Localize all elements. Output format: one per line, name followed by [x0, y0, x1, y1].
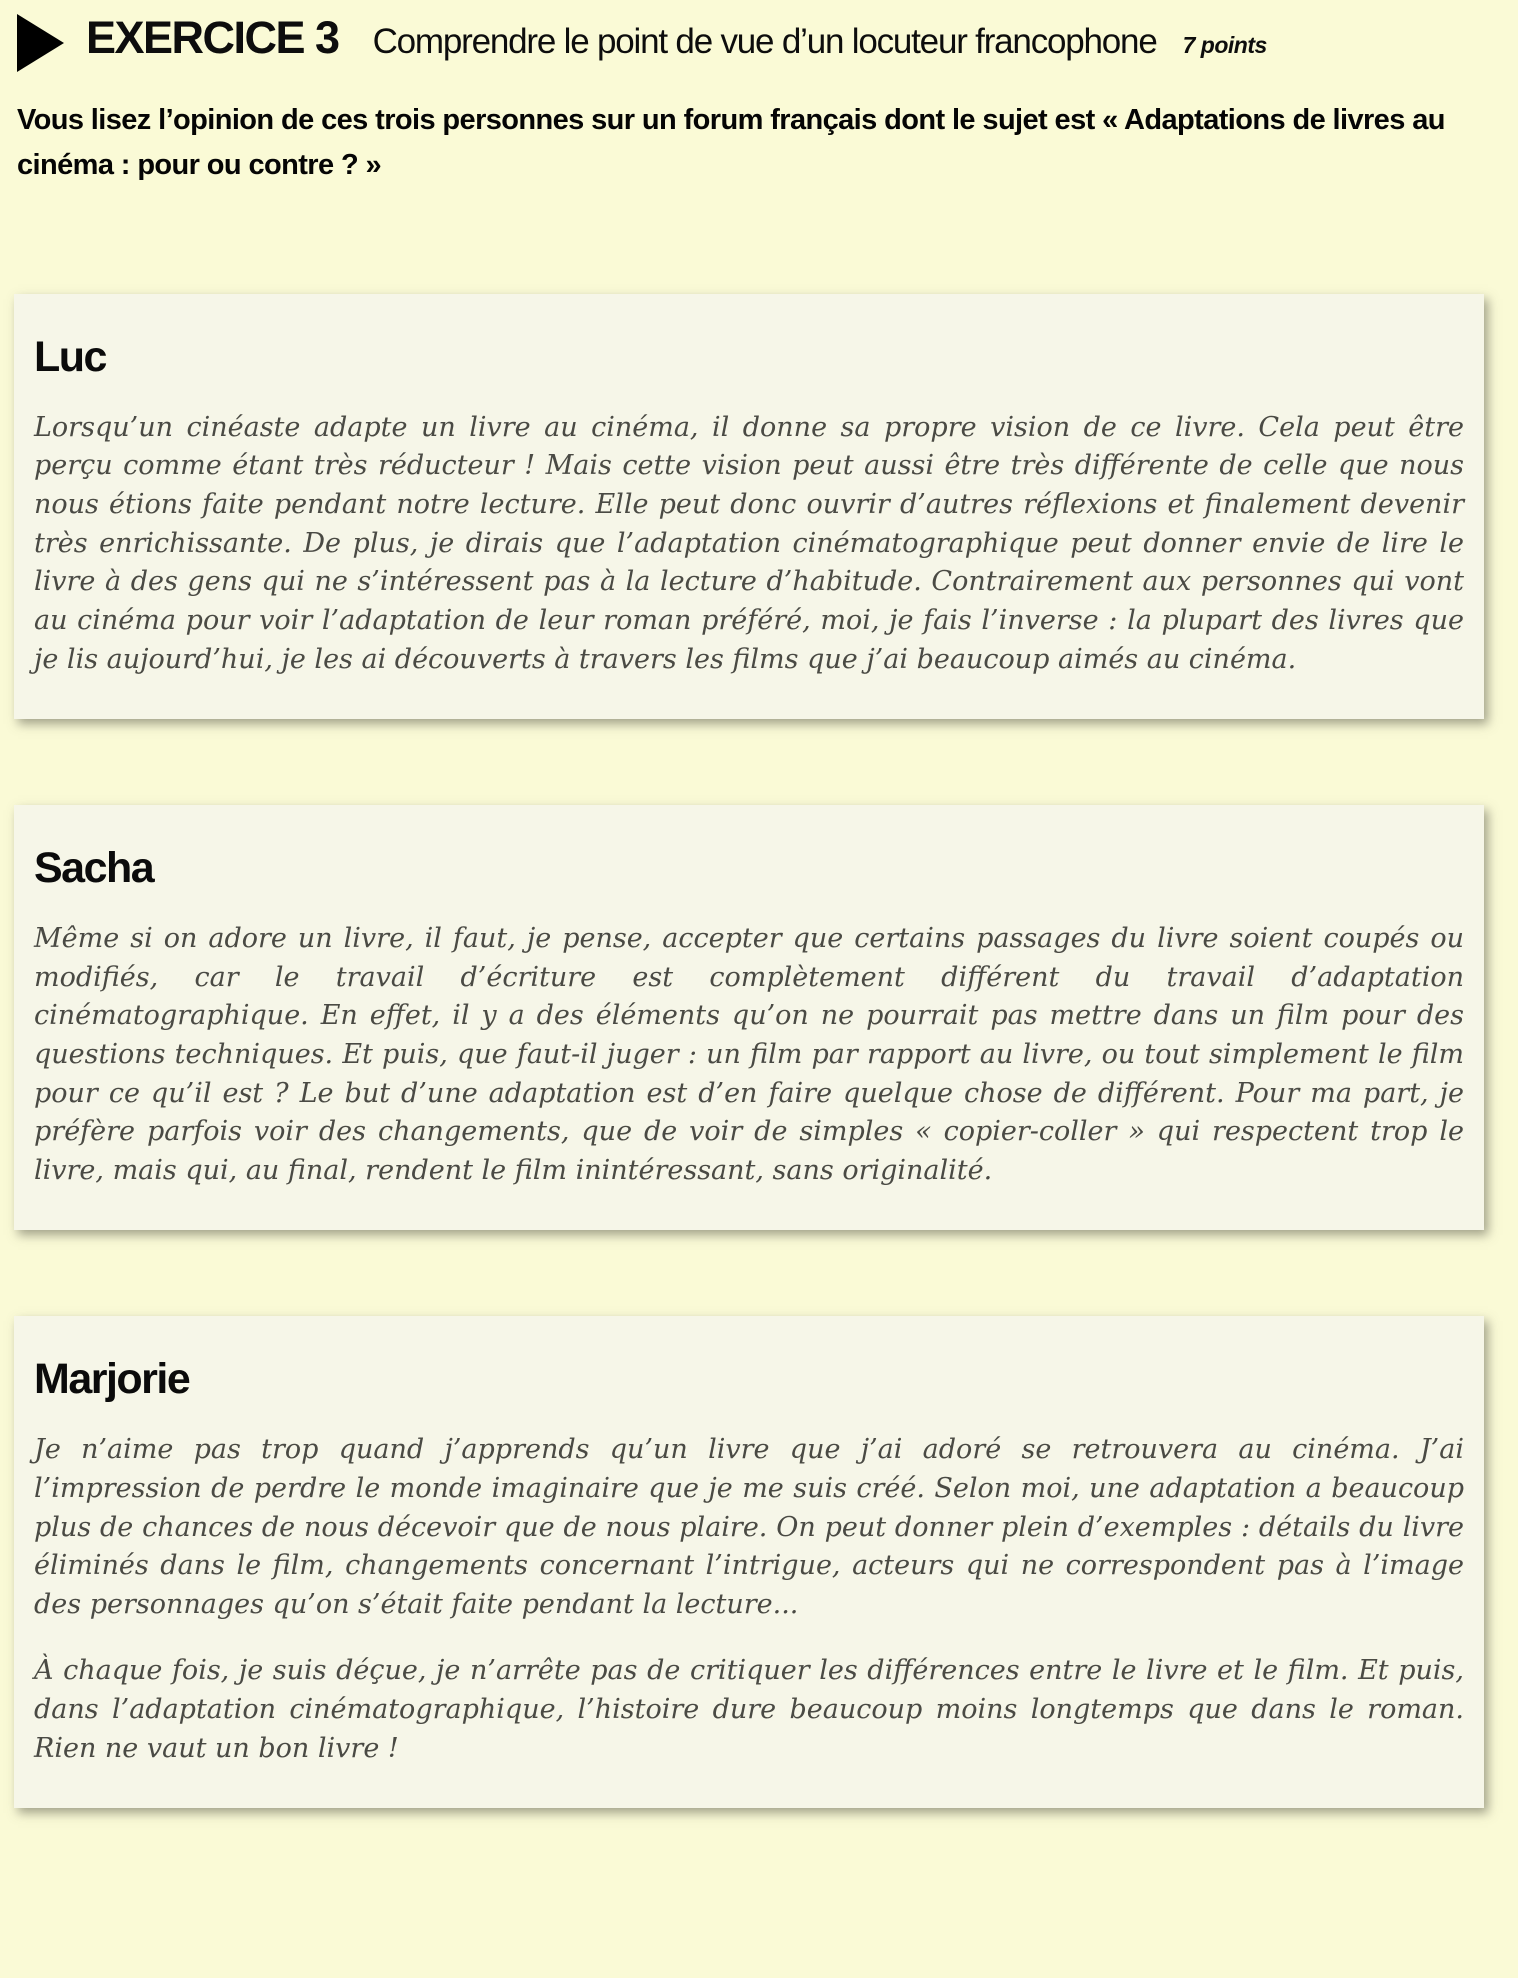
opinion-paragraph: Lorsqu’un cinéaste adapte un livre au cinéma, il donne sa propre vision de ce livre. Cela peut être perçu comme étant très réducteur ! Mais cette vision peut aussi être très différente de celle que nous nous étions faite pendant notre lecture. Elle peut donc ouvrir d’autres réflexions et finalement devenir très enrichissante. De plus, je dirais que l’adaptation cinématographique peut donner envie de lire le livre à des gens qui ne s’intéressent pas à la lecture d’habitude. Contrairement aux personnes qui vont au cinéma pour voir l’adaptation de leur roman préféré, moi, je fais l’inverse : la plupart des livres que je lis aujourd’hui, je les ai découverts à travers les films que j’ai beaucoup aimés au cinéma.: [34, 411, 1464, 675]
points-label: 7 points: [1182, 32, 1267, 58]
exercise-label: EXERCICE 3: [86, 12, 339, 63]
instruction-text: Vous lisez l’opinion de ces trois personnes sur un forum français dont le sujet est « Adaptations de livres au cinéma : pour ou contre ? »: [17, 104, 1445, 181]
speaker-name: Luc: [34, 332, 106, 381]
exercise-header: [0, 12, 1518, 70]
opinion-paragraph: Même si on adore un livre, il faut, je pense, accepter que certains passages du livre soient coupés ou modifiés, car le travail d’écriture est complètement différent du travail d’adaptation cinématographique. En effet, il y a des éléments qu’on ne pourrait pas mettre dans un film pour des questions techniques. Et puis, que faut-il juger : un film par rapport au livre, ou tout simplement le film pour ce qu’il est ? Le but d’une adaptation est d’en faire quelque chose de différent. Pour ma part, je préfère parfois voir des changements, que de voir de simples « copier-coller » qui respectent trop le livre, mais qui, au final, rendent le film inintéressant, sans originalité.: [34, 923, 1464, 1186]
opinion-cards: [0, 294, 1518, 1808]
speaker-name: Sacha: [34, 844, 154, 893]
triangle-bullet-icon: [17, 14, 64, 72]
opinion-card-marjorie: [14, 1316, 1484, 1808]
speaker-name: Marjorie: [34, 1355, 190, 1404]
opinion-paragraph: Je n’aime pas trop quand j’apprends qu’un livre que j’ai adoré se retrouvera au cinéma. J’ai l’impression de perdre le monde imaginaire que je me suis créé. Selon moi, une adaptation a beaucoup plus de chances de nous décevoir que de nous plaire. On peut donner plein d’exemples : détails du livre éliminés dans le film, changements concernant l’intrigue, acteurs qui ne correspondent pas à l’image des personnages qu’on s’était faite pendant la lecture...: [34, 1434, 1464, 1620]
opinion-paragraph: À chaque fois, je suis déçue, je n’arrête pas de critiquer les différences entre le livre et le film. Et puis, dans l’adaptation cinématographique, l’histoire dure beaucoup moins longtemps que dans le roman. Rien ne vaut un bon livre !: [34, 1655, 1464, 1764]
exercise-title: Comprendre le point de vue d’un locuteur francophone: [372, 22, 1157, 61]
opinion-card-luc: [14, 294, 1484, 719]
opinion-card-sacha: [14, 805, 1484, 1230]
